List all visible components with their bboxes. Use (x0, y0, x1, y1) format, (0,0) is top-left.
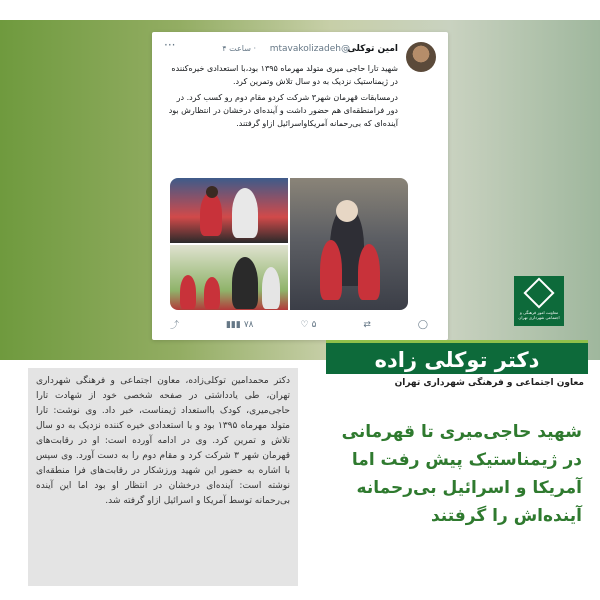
views-button[interactable]: ▮▮▮ ۷۸ (225, 319, 254, 330)
municipality-logo (514, 276, 564, 326)
tweet-author-handle[interactable]: @mtavakolizadeh (269, 44, 350, 54)
tweet-card (152, 32, 448, 340)
tweet-photo-grid[interactable] (170, 178, 408, 310)
logo-emblem-icon (523, 277, 554, 308)
like-count: ۵ (311, 319, 317, 330)
retweet-button[interactable]: ⇄ (363, 319, 371, 330)
more-options-icon[interactable]: ··· (164, 38, 176, 52)
tweet-photo[interactable] (290, 178, 408, 310)
tweet-photo[interactable] (170, 178, 288, 243)
page-title: دکتر توکلی زاده (326, 340, 588, 374)
like-button[interactable]: ♡ ۵ (300, 319, 317, 330)
tweet-author-name[interactable]: امین توکلی (347, 44, 398, 54)
page-subtitle: معاون اجتماعی و فرهنگی شهرداری تهران (394, 378, 584, 388)
headline: شهید حاجی‌میری تا قهرمانی در ژیمناستیک پیش رفت اما آمریکا و اسرائیل بی‌رحمانه آینده‌اش را گرفتند (341, 422, 582, 526)
views-count: ۷۸ (243, 319, 254, 330)
quote-box: دکتر محمدامین توکلی‌زاده، معاون اجتماعی و فرهنگی شهرداری تهران، طی یادداشتی در صفحه شخصی خود از شهادت تارا حاجی‌میری، کودک بااستعداد ژیمناست، خبر داد. وی نوشت: تارا متولد مهرماه ۱۳۹۵ بود و با استعدادی خیره کننده نزدیک به دو سال تلاش و تمرین کرد. وی در ادامه آورده است: او در رقابت‌های قهرمان شهر ۳ شرکت کرد و مقام دوم را به دست آورد. وی سپس با اشاره به حضور این شهید ورزشکار در رقابت‌های فرا منطقه‌ای نوشته است: آینده‌ای درخشان در انتظار او بود اما این آینده بی‌رحمانه توسط آمریکا و اسرائیل ازاو گرفته شد. (28, 368, 298, 586)
tweet-paragraph: شهید تارا حاجی میری متولد مهرماه ۱۳۹۵ بود،با استعدادی خیره‌کننده در ژیمناستیک نزدیک به دو سال تلاش وتمرین کرد. (171, 64, 398, 86)
reply-button[interactable]: ◯ (417, 319, 428, 330)
tweet-body (166, 62, 398, 133)
tweet-time: · ساعت ۴ (222, 44, 256, 53)
top-band (0, 0, 600, 20)
tweet-photo[interactable] (170, 245, 288, 310)
avatar[interactable] (406, 42, 436, 72)
logo-text: معاونت امور فرهنگی و اجتماعی شهرداری تهران (518, 310, 560, 320)
share-icon[interactable]: ⤴ (170, 321, 180, 331)
tweet-paragraph: درمسابقات قهرمان شهر۳ شرکت کردو مقام دوم رو کسب کرد. در دور فرامنطقه‌ای هم حضور داشت و آینده‌ای درخشان در انتظارش بود آینده‌ای که بی‌رحمانه آمریکاواسرائیل ازاو گرفتند. (168, 93, 398, 128)
tweet-actions (170, 318, 428, 331)
